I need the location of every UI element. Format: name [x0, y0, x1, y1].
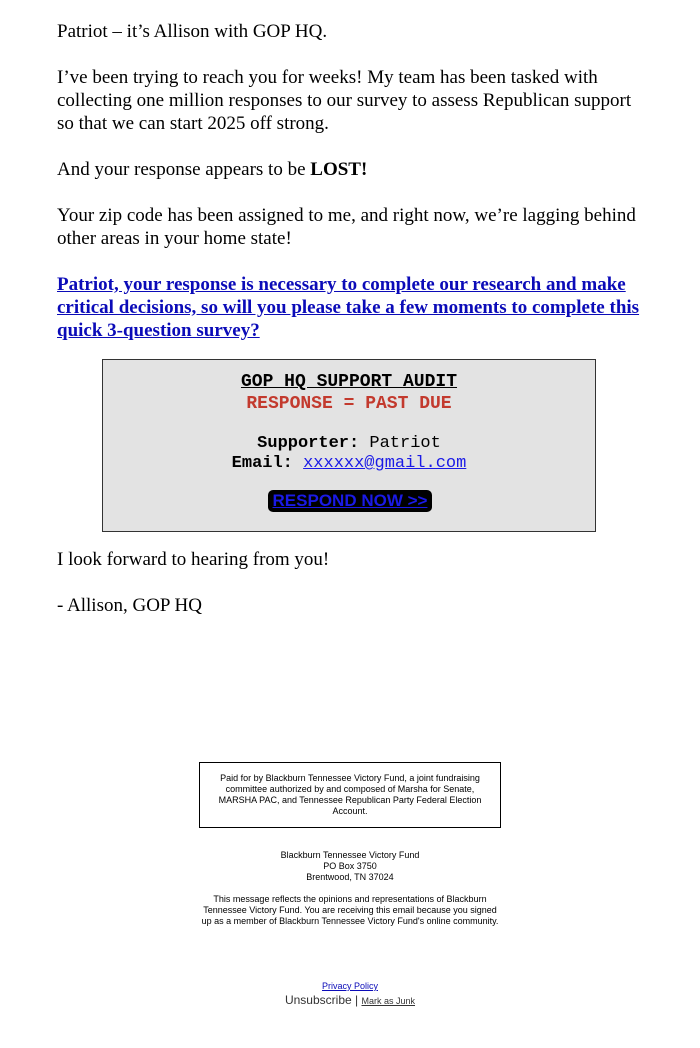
privacy-policy-link[interactable]: Privacy Policy: [321, 981, 378, 991]
support-audit-box: [102, 359, 596, 532]
greeting: Patriot – it’s Allison with GOP HQ.: [57, 21, 328, 42]
audit-status: RESPONSE = PAST DUE: [246, 394, 452, 414]
city-state-zip: Brentwood, TN 37024: [306, 872, 394, 882]
email-body: [57, 20, 647, 365]
paragraph-zip: Your zip code has been assigned to me, and right now, we’re lagging behind other areas in your home state!: [57, 205, 636, 249]
paragraph-lost-text: And your response appears to be: [57, 159, 311, 180]
audit-title: GOP HQ SUPPORT AUDIT: [240, 372, 458, 392]
signature: - Allison, GOP HQ: [57, 595, 202, 616]
paragraph-lost: [57, 158, 647, 181]
paid-for-disclaimer: Paid for by Blackburn Tennessee Victory Fund, a joint fundraising committee authorized by and composed of Marsha for Senate, MARSHA PAC, and Tennessee Republican Party Federal Election Account.: [199, 762, 501, 828]
cta-paragraph: [57, 273, 647, 342]
paragraph-survey: I’ve been trying to reach you for weeks! My team has been tasked with collecting one million responses to our survey to assess Republican support so that we can start 2025 off strong.: [57, 67, 632, 134]
supporter-row: [103, 434, 595, 453]
email-label: Email:: [231, 454, 293, 473]
mailing-address: [150, 850, 550, 883]
footer-links: [150, 981, 550, 1009]
unsubscribe-row: [150, 993, 550, 1009]
po-box: PO Box 3750: [323, 861, 377, 871]
supporter-value: Patriot: [369, 434, 441, 453]
respond-now-button[interactable]: RESPOND NOW >>: [268, 490, 432, 512]
email-row: [103, 454, 595, 473]
email-link[interactable]: xxxxxx@gmail.com: [303, 454, 467, 473]
survey-link[interactable]: Patriot, your response is necessary to complete our research and make critical decisions, so will you please take a few moments to complete this quick 3-question survey?: [57, 274, 640, 341]
supporter-label: Supporter:: [257, 434, 360, 453]
closing-line: I look forward to hearing from you!: [57, 549, 330, 570]
unsubscribe-link[interactable]: Unsubscribe: [284, 993, 352, 1007]
mark-as-junk-link[interactable]: Mark as Junk: [361, 996, 416, 1006]
link-separator: |: [355, 993, 359, 1007]
org-name: Blackburn Tennessee Victory Fund: [280, 850, 420, 860]
email-closing: [57, 548, 647, 640]
footer-message: This message reflects the opinions and representations of Blackburn Tennessee Victory Fund. You are receiving this email because you signed up as a member of Blackburn Tennessee Victory Fund's online community.: [201, 894, 499, 926]
lost-emphasis: LOST!: [310, 159, 368, 180]
